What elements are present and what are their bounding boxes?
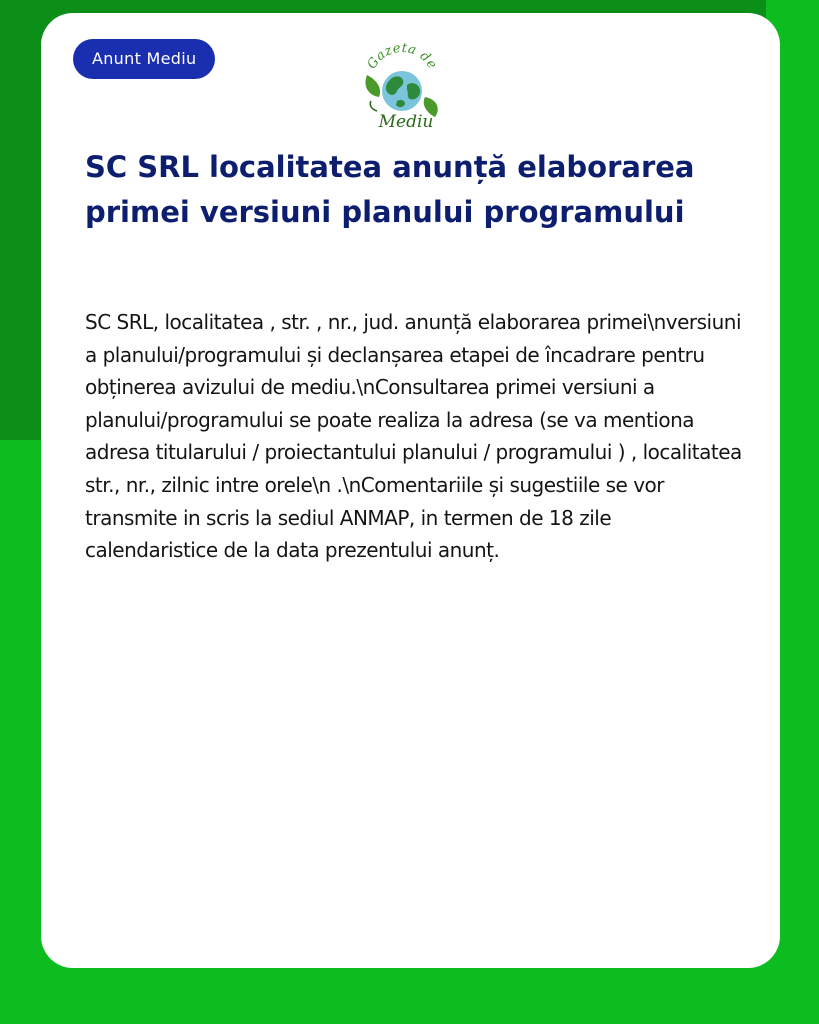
svg-text:Gazeta de [364,41,439,72]
gazeta-de-mediu-logo [357,39,447,131]
announcement-title: SC SRL localitatea anunță elaborarea primei versiuni planului programului [85,150,695,229]
announcement-body: SC SRL, localitatea , str. , nr., jud. anunță elaborarea primei\nversiuni a planului/programului și declanșarea etapei de încadrare pentru obținerea avizului de mediu.\nConsultarea primei versiuni a planului/programului se poate realiza la adresa (se va mentiona adresa titularului / proiectantului planului / programului ) , localitatea str., nr., zilnic intre orele\n .\nComentariile și sugestiile se vor transmite in scris la sediul ANMAP, in termen de 18 zile calendaristice de la data prezentului anunț. [85,310,742,563]
logo-text-bottom: Mediu [378,112,434,131]
globe-icon [382,71,422,111]
announcement-card [41,13,780,968]
category-badge[interactable]: Anunt Mediu [73,39,215,79]
logo-text-top: Gazeta de [364,40,440,73]
